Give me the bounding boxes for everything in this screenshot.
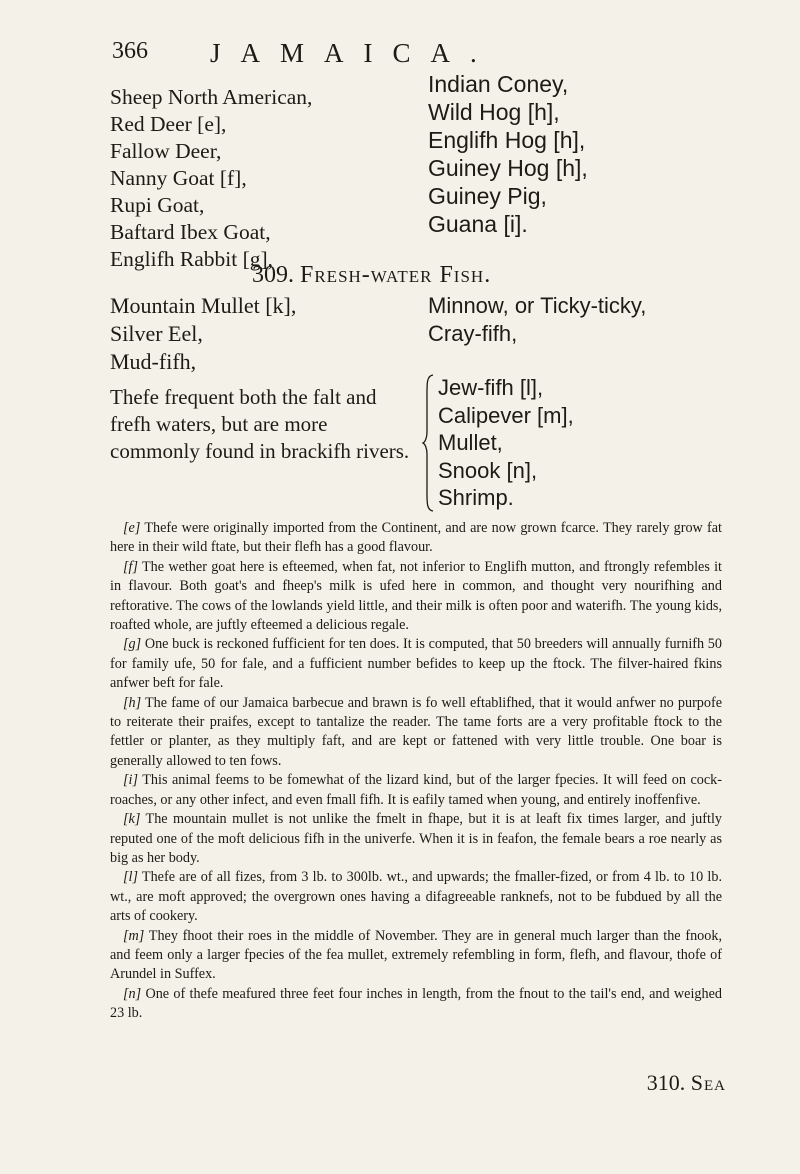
list-item: Red Deer [e], (110, 112, 227, 136)
footnote-text: This animal feems to be fomewhat of the lizard kind, but of the larger fpecies. It will feed on cock-roaches, or any other infect, and even fmall fifh. It is eafily tamed when young, and entirely inoffenfive. (110, 772, 722, 808)
running-head (0, 38, 800, 78)
fish-left-column (110, 292, 296, 376)
footnote-text: One of thefe meafured three feet four inches in length, from the fnout to the tail's end, and weighed 23 lb. (110, 985, 722, 1022)
list-item: Cray-fifh, (428, 321, 518, 346)
mammals-right-column (428, 70, 588, 238)
list-item: Sheep North American, (110, 85, 313, 109)
list-item: Mud-fifh, (110, 349, 197, 374)
list-item: Guiney Hog [h], (428, 155, 588, 181)
list-item: Mullet, (438, 430, 503, 455)
footnote-text: The fame of our Jamaica barbecue and brawn is fo well eftablifhed, that it would anfwer no purpofe to reiterate their praifes, except to tantalize the reader. The tame forts are a very profitable ftock to the fettler or planter, as they multiply faft, and are kept or fattened with very little trouble. One boar is generally allowed to ten fows. (110, 694, 723, 769)
list-item: Calipever [m], (438, 402, 574, 428)
list-item: Englifh Hog [h], (428, 127, 586, 153)
footnote-text: The wether goat here is efteemed, when fat, not inferior to Englifh mutton, and ftrongly refembles it in flavour. Both goat's and fheep's milk is ufed here in common, and thought very nourifhing and reftorative. The cows of the lowlands yield little, and their milk is often poor and waterifh. The young kids, roafted whole, are juftly efteemed a delicious regale. (110, 558, 722, 634)
footnote (110, 927, 722, 985)
footnotes (110, 519, 722, 1024)
list-item: Englifh Rabbit [g], (110, 247, 274, 271)
section-number: 309. (252, 262, 294, 288)
catchword (647, 1070, 726, 1096)
section-heading (252, 262, 491, 289)
footnote (110, 771, 722, 810)
footnote (110, 985, 722, 1024)
catchword-word: Sea (690, 1070, 726, 1095)
list-item: Baftard Ibex Goat, (110, 220, 271, 244)
list-item: Snook [n], (438, 457, 538, 483)
footnote-text: The mountain mullet is not unlike the fmelt in fhape, but it is at leaft fix times larger, and juftly reputed one of the moft delicious fifh in the univerfe. When it is in feafon, the female bears a roe nearly as big as her body. (110, 811, 722, 866)
list-item: Guiney Pig, (428, 183, 547, 209)
brackish-note: Thefe frequent both the falt and frefh waters, but are more commonly found in brackifh rivers. (110, 385, 410, 463)
footnote-text: Thefe are of all fizes, from 3 lb. to 300lb. wt., and upwards; the fmaller-fized, or from 4 lb. to 10 lb. wt., are moft approved; the overgrown ones having a difagreeable ranknefs, not to be fubdued by all the arts of cookery. (110, 869, 722, 925)
section-title: Fresh-water Fish. (300, 262, 492, 288)
fish-right-column (428, 292, 646, 348)
page-number: 366 (112, 38, 148, 64)
list-item: Fallow Deer, (110, 139, 222, 163)
running-title: JAMAICA. (210, 38, 497, 68)
footnote (110, 519, 722, 558)
list-item: Wild Hog [h], (428, 99, 560, 125)
list-item: Indian Coney, (428, 71, 569, 97)
footnote-mark: [k] (123, 811, 141, 828)
footnote-text: They fhoot their roes in the middle of November. They are in general much larger than the fnook, and feem only a larger fpecies of the fea mullet, extremely refembling in form, flefh, and flavour, thofe of Arundel in Suffex. (110, 927, 722, 983)
footnote-mark: [m] (123, 927, 145, 944)
footnote-mark: [l] (123, 869, 138, 886)
brackish-fish-list (438, 374, 574, 512)
list-item: Minnow, or Ticky-ticky, (428, 293, 647, 318)
footnote (110, 694, 722, 772)
footnote (110, 810, 722, 868)
footnote-mark: [n] (123, 985, 142, 1002)
list-item: Rupi Goat, (110, 193, 205, 217)
footnote (110, 558, 722, 636)
footnote (110, 868, 722, 926)
footnote-mark: [e] (123, 520, 141, 536)
list-item: Nanny Goat [f], (110, 166, 247, 190)
footnote-mark: [h] (123, 694, 142, 711)
list-item: Jew-fifh [l], (438, 375, 544, 400)
footnote-mark: [i] (123, 772, 138, 789)
list-item: Mountain Mullet [k], (110, 293, 297, 318)
footnote-text: One buck is reckoned fufficient for ten does. It is computed, that 50 breeders will annually furnifh 50 for family ufe, 50 for fale, and a fufficient number befides to keep up the ftock. The filver-haired fkins anfwer beft for fale. (110, 636, 722, 692)
list-item: Guana [i]. (428, 211, 528, 237)
brace-icon (422, 374, 434, 512)
footnote (110, 635, 722, 693)
catchword-number: 310. (646, 1070, 686, 1095)
footnote-mark: [f] (123, 558, 138, 575)
footnote-mark: [g] (123, 636, 142, 653)
mammals-left-column (110, 84, 312, 273)
list-item: Silver Eel, (110, 321, 203, 346)
footnote-text: Thefe were originally imported from the Continent, and are now grown fcarce. They rarely grow fat here in their wild ftate, but their flefh has a good flavour. (110, 520, 722, 556)
list-item: Shrimp. (438, 485, 514, 510)
